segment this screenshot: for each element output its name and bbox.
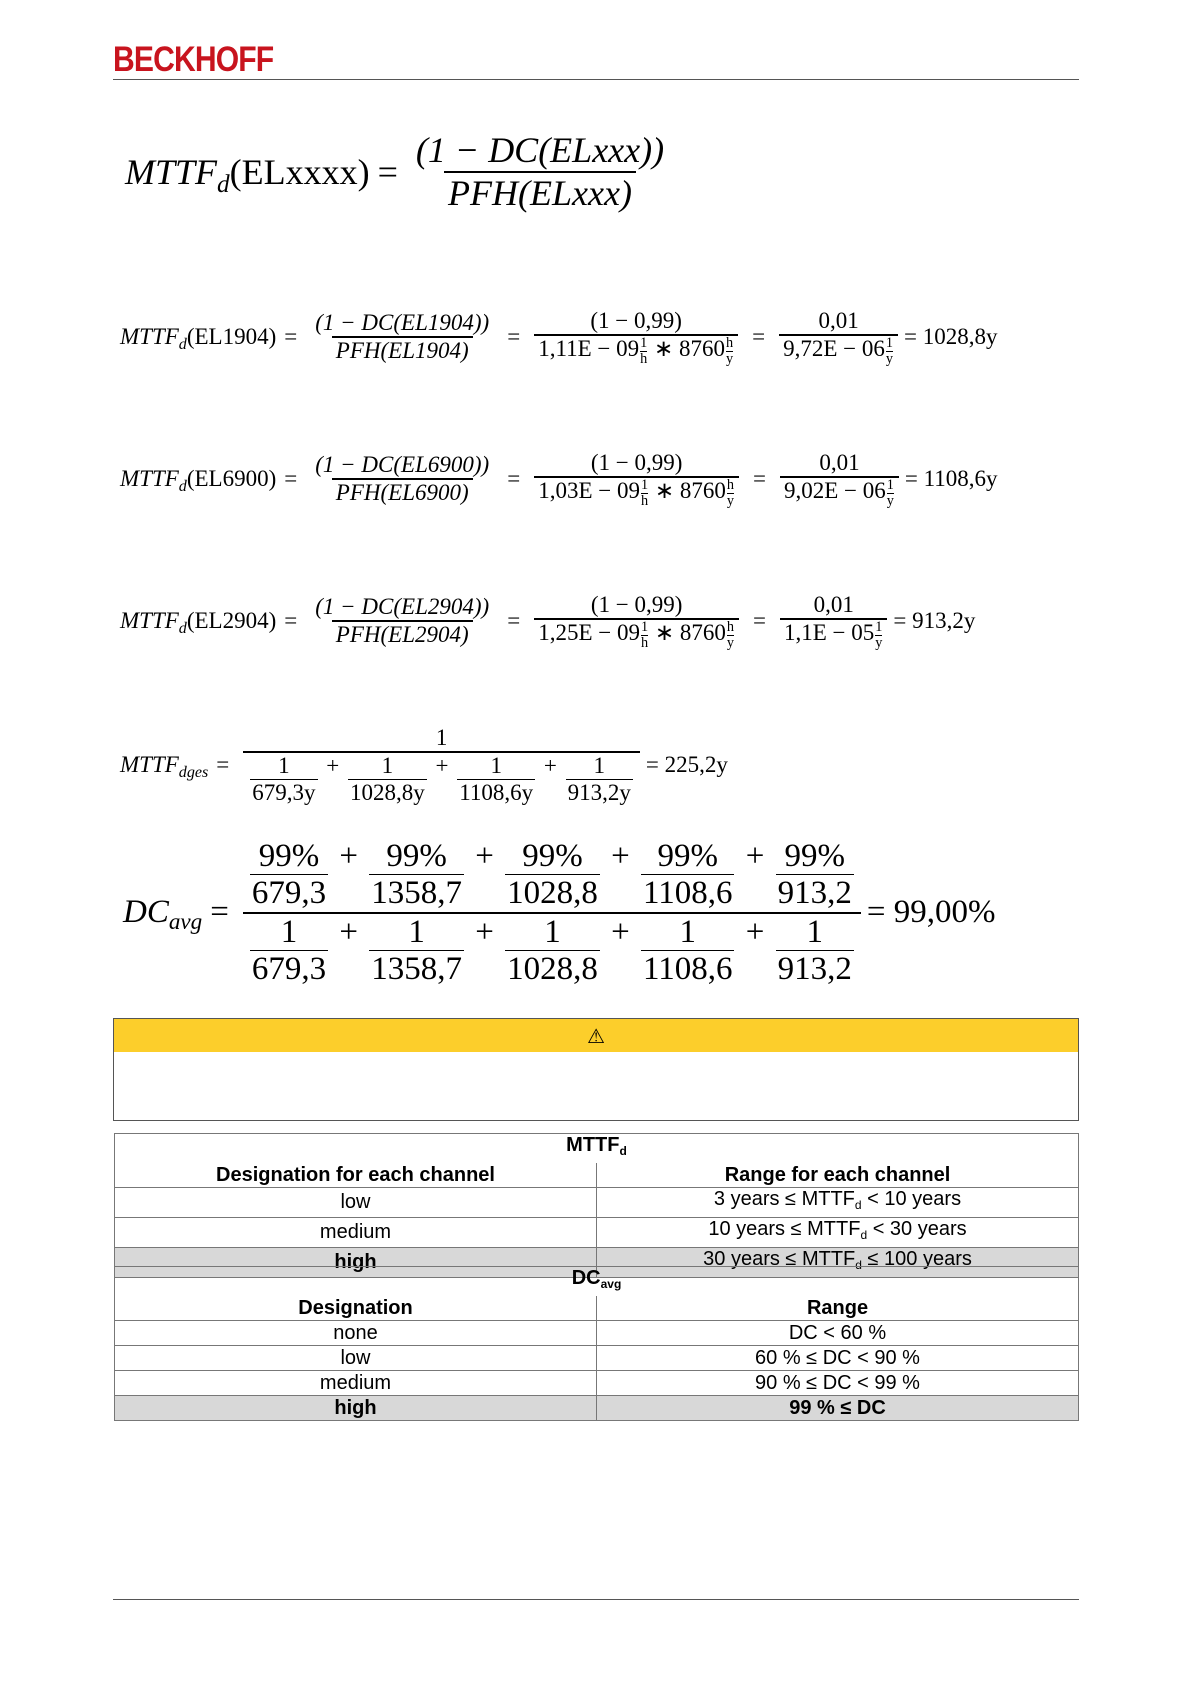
- table-row: medium 90 % ≤ DC < 99 %: [115, 1371, 1079, 1396]
- table-row-highlighted: high 99 % ≤ DC: [115, 1396, 1079, 1421]
- column-header-designation: Designation: [115, 1296, 597, 1321]
- column-header-range: Range: [597, 1296, 1079, 1321]
- table-row: low 60 % ≤ DC < 90 %: [115, 1346, 1079, 1371]
- header-divider: [113, 79, 1079, 80]
- dc-classification-table: [114, 1266, 1079, 1421]
- warning-triangle-icon: ⚠: [587, 1023, 605, 1048]
- table-row: none DC < 60 %: [115, 1321, 1079, 1346]
- column-header-designation: Designation for each channel: [115, 1163, 597, 1188]
- table-row: medium 10 years ≤ $MTTF_d < 30$ years: [115, 1218, 1079, 1248]
- formula-mttf-el6900: MTTF d (EL6900) = $\frac{(1 - DC(EL6900))}{\text{PFH(EL6900)}}$ = (1 − 0,99) 1,03E − 09 $\frac{1}{h}$ ∗ 8760 $\frac{h}{y}$ = 0,01 9,02E − 06 $\frac{1}{y}$ = 1108,6y: [120, 450, 998, 509]
- column-header-range: Range for each channel: [597, 1163, 1079, 1188]
- table-title: $DC_{avg}$: [115, 1267, 1079, 1297]
- formula-mttf-el1904: MTTF d (EL1904) = $\frac{(1 - DC(EL1904))}{\text{PFH(EL1904)}}$ = (1 − 0,99) 1,11E − 09 $\frac{1}{h}$ ∗ 8760 $\frac{h}{y}$ = 0,01 9,72E − 06 $\frac{1}{y}$ = 1028,8y: [120, 308, 998, 367]
- formula-mttf-general: MTTF d (ELxxxx) = $\frac{\text{(1 − DC(ELxxx))}}{\text{PFH(ELxxx)}}$: [125, 130, 665, 214]
- footer-divider: [113, 1599, 1079, 1600]
- table-row: low 3 years ≤ $MTTF_d < 10$ years: [115, 1188, 1079, 1218]
- formula-mttf-dges: MTTF dges = 1 $\frac{1}{679,3y}$ + $\frac{1}{1028,8y}$ + $\frac{1}{1108,6y}$ + $\frac{1}{913,2y}$ = 225,2y: [120, 725, 728, 805]
- table-title: $MTTF_d$: [115, 1134, 1079, 1164]
- beckhoff-logo: BECKHOFF: [113, 40, 274, 79]
- mttf-classification-table: [114, 1133, 1079, 1278]
- table-row-highlighted: high 30 years ≤ $MTTF_d \le 100$ years: [115, 1248, 1079, 1278]
- formula-mttf-el2904: MTTF d (EL2904) = $\frac{(1 - DC(EL2904))}{\text{PFH(EL2904)}}$ = (1 − 0,99) 1,25E − 09 $\frac{1}{h}$ ∗ 8760 $\frac{h}{y}$ = 0,01 1,1E − 05 $\frac{1}{y}$ = 913,2y: [120, 592, 976, 651]
- formula-dc-avg: DC avg = $\frac{99\%}{679,3}$ + $\frac{99\%}{1358,7}$ + $\frac{99\%}{1028,8}$ + $\frac{99\%}{1108,6}$ + $\frac{99\%}{913,2}$ $\frac{1}{679,3}$ + $\frac{1}{1358,7}$ + $\frac{1}{1028,8}$ + $\frac{1}{1108,6}$ + $\frac{1}{913,2}$ = 99,00%: [123, 838, 996, 987]
- warning-header-bar: [114, 1019, 1078, 1052]
- warning-box: [113, 1018, 1079, 1121]
